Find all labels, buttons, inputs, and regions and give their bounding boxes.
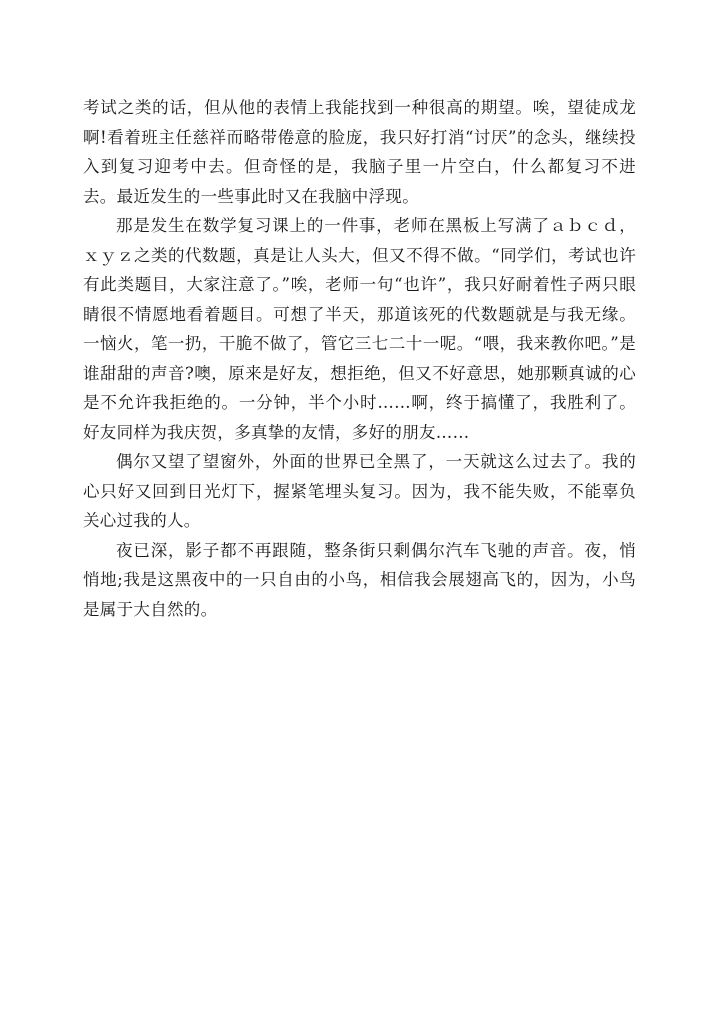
paragraph-4: 夜已深，影子都不再跟随，整条街只剩偶尔汽车飞驰的声音。夜，悄悄地;我是这黑夜中的一只自由的小鸟，相信我会展翅高飞的，因为，小鸟是属于大自然的。 (83, 540, 636, 619)
paragraph-3: 偶尔又望了望窗外，外面的世界已全黑了，一天就这么过去了。我的心只好又回到日光灯下，握紧笔埋头复习。因为，我不能失败，不能辜负关心过我的人。 (83, 452, 636, 530)
document-body (83, 93, 636, 624)
paragraph-1: 考试之类的话，但从他的表情上我能找到一种很高的期望。唉，望徒成龙啊!看着班主任慈祥而略带倦意的脸庞，我只好打消“讨厌”的念头，继续投入到复习迎考中去。但奇怪的是，我脑子里一片空白，什么都复习不进去。最近发生的一些事此时又在我脑中浮现。 (83, 98, 636, 206)
paragraph-2: 那是发生在数学复习课上的一件事，老师在黑板上写满了ａｂｃｄ，ｘｙｚ之类的代数题，真是让人头大，但又不得不做。“同学们，考试也许有此类题目，大家注意了。”唉，老师一句“也许”，我只好耐着性子两只眼睛很不情愿地看着题目。可想了半天，那道该死的代数题就是与我无缘。一恼火，笔一扔，干脆不做了，管它三七二十一呢。“喂，我来教你吧。”是谁甜甜的声音?噢，原来是好友，想拒绝，但又不好意思，她那颗真诚的心是不允许我拒绝的。一分钟，半个小时……啊，终于搞懂了，我胜利了。好友同样为我庆贺，多真挚的友情，多好的朋友…… (83, 216, 636, 442)
